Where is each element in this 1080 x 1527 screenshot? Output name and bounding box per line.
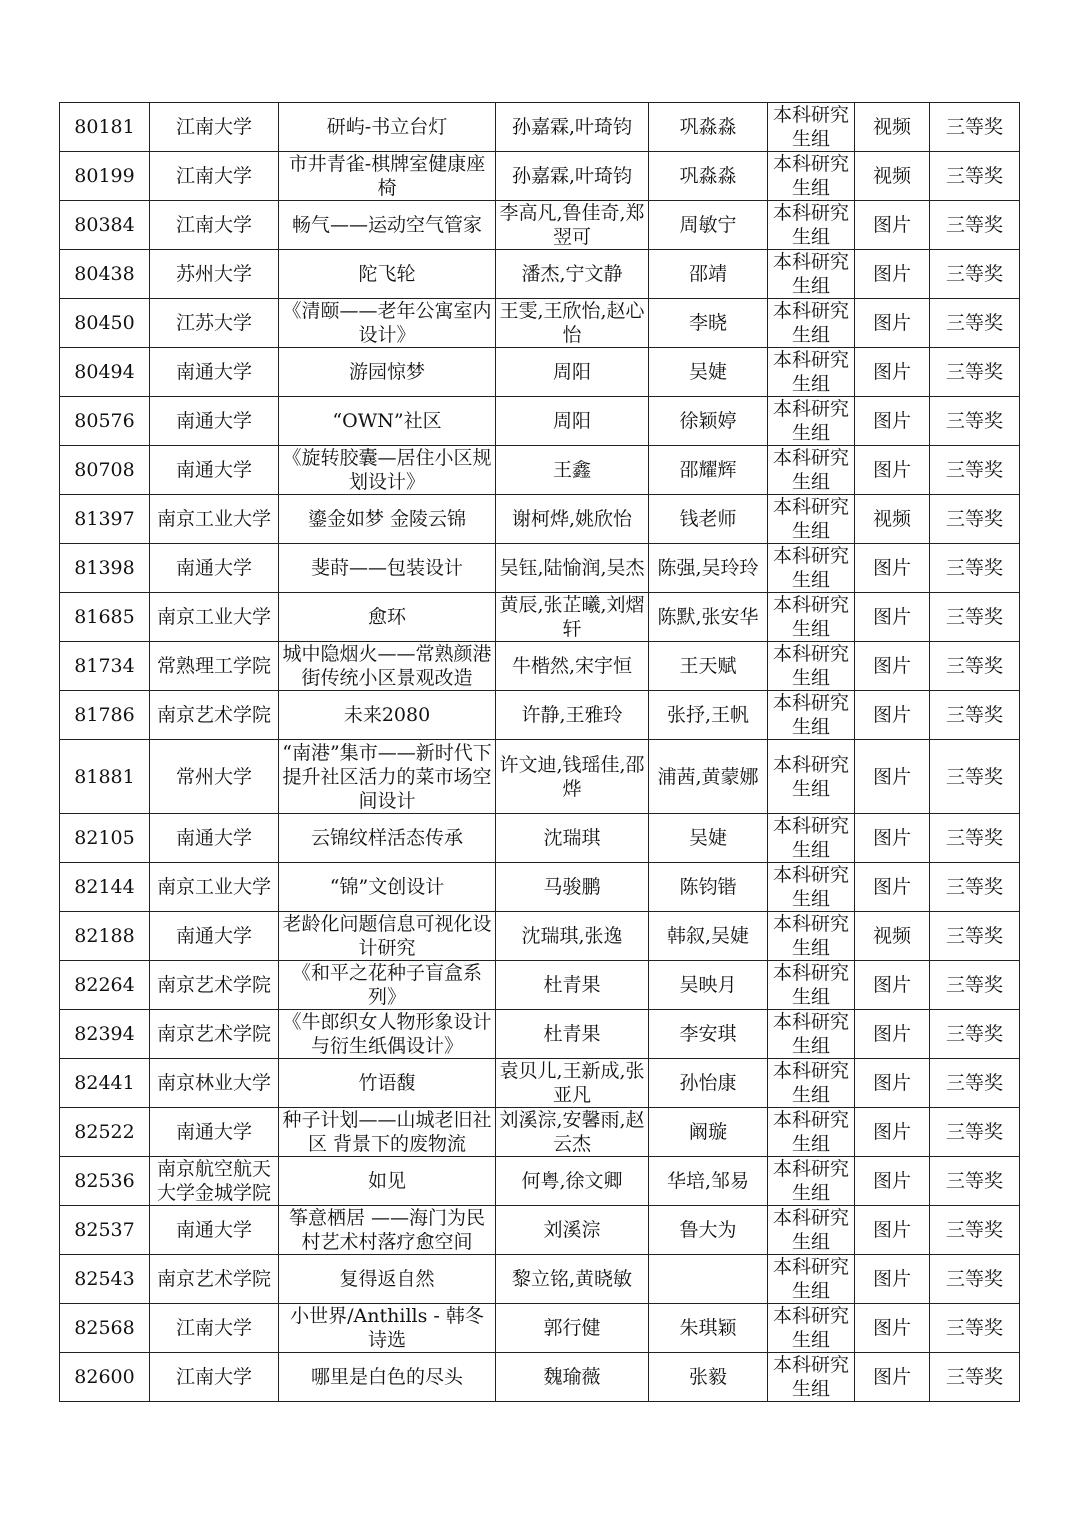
group-cell: 本科研究生组 — [768, 495, 855, 544]
group-cell: 本科研究生组 — [768, 1010, 855, 1059]
group-cell: 本科研究生组 — [768, 961, 855, 1010]
entry-id-cell: 82188 — [60, 912, 150, 961]
entry-id-cell: 82264 — [60, 961, 150, 1010]
advisor-cell: 邵耀辉 — [649, 446, 768, 495]
entry-id-cell: 82522 — [60, 1108, 150, 1157]
entry-id-cell: 80494 — [60, 348, 150, 397]
school-cell: 南通大学 — [150, 397, 279, 446]
award-cell: 三等奖 — [930, 863, 1020, 912]
entry-id-cell: 81397 — [60, 495, 150, 544]
table-row — [60, 1304, 1020, 1353]
entry-id-cell: 82441 — [60, 1059, 150, 1108]
award-cell: 三等奖 — [930, 912, 1020, 961]
table-row — [60, 495, 1020, 544]
work-title-cell: 《牛郎织女人物形象设计与衍生纸偶设计》 — [279, 1010, 496, 1059]
advisor-cell: 张毅 — [649, 1353, 768, 1402]
award-cell: 三等奖 — [930, 250, 1020, 299]
award-cell: 三等奖 — [930, 1108, 1020, 1157]
authors-cell: 王鑫 — [496, 446, 649, 495]
entry-id-cell: 82543 — [60, 1255, 150, 1304]
school-cell: 南通大学 — [150, 348, 279, 397]
authors-cell: 王雯,王欣怡,赵心怡 — [496, 299, 649, 348]
work-type-cell: 视频 — [855, 152, 930, 201]
table-row — [60, 397, 1020, 446]
group-cell: 本科研究生组 — [768, 1304, 855, 1353]
work-title-cell: 种子计划——山城老旧社区 背景下的废物流 — [279, 1108, 496, 1157]
work-title-cell: 哪里是白色的尽头 — [279, 1353, 496, 1402]
work-type-cell: 图片 — [855, 1059, 930, 1108]
group-cell: 本科研究生组 — [768, 397, 855, 446]
authors-cell: 杜青果 — [496, 1010, 649, 1059]
table-row — [60, 593, 1020, 642]
work-title-cell: 愈环 — [279, 593, 496, 642]
work-type-cell: 图片 — [855, 1108, 930, 1157]
table-row — [60, 740, 1020, 814]
group-cell: 本科研究生组 — [768, 1059, 855, 1108]
authors-cell: 刘溪淙,安馨雨,赵云杰 — [496, 1108, 649, 1157]
table-body — [60, 103, 1020, 1402]
table-row — [60, 642, 1020, 691]
advisor-cell: 吴婕 — [649, 814, 768, 863]
work-title-cell: 云锦纹样活态传承 — [279, 814, 496, 863]
entry-id-cell: 82600 — [60, 1353, 150, 1402]
award-cell: 三等奖 — [930, 544, 1020, 593]
group-cell: 本科研究生组 — [768, 544, 855, 593]
advisor-cell: 巩淼淼 — [649, 152, 768, 201]
work-type-cell: 图片 — [855, 814, 930, 863]
school-cell: 南京工业大学 — [150, 593, 279, 642]
advisor-cell: 吴映月 — [649, 961, 768, 1010]
advisor-cell: 朱琪颖 — [649, 1304, 768, 1353]
entry-id-cell: 80438 — [60, 250, 150, 299]
authors-cell: 袁贝儿,王新成,张亚凡 — [496, 1059, 649, 1108]
award-cell: 三等奖 — [930, 1353, 1020, 1402]
group-cell: 本科研究生组 — [768, 642, 855, 691]
table-row — [60, 1157, 1020, 1206]
table-row — [60, 814, 1020, 863]
school-cell: 南通大学 — [150, 1108, 279, 1157]
award-cell: 三等奖 — [930, 152, 1020, 201]
advisor-cell: 徐颖婷 — [649, 397, 768, 446]
authors-cell: 孙嘉霖,叶琦钧 — [496, 152, 649, 201]
entry-id-cell: 80708 — [60, 446, 150, 495]
work-type-cell: 图片 — [855, 250, 930, 299]
award-cell: 三等奖 — [930, 201, 1020, 250]
work-title-cell: 未来2080 — [279, 691, 496, 740]
authors-cell: 周阳 — [496, 397, 649, 446]
school-cell: 江苏大学 — [150, 299, 279, 348]
awards-table — [59, 102, 1020, 1402]
table-row — [60, 103, 1020, 152]
authors-cell: 刘溪淙 — [496, 1206, 649, 1255]
work-title-cell: “OWN”社区 — [279, 397, 496, 446]
entry-id-cell: 82537 — [60, 1206, 150, 1255]
group-cell: 本科研究生组 — [768, 348, 855, 397]
school-cell: 南通大学 — [150, 912, 279, 961]
work-type-cell: 图片 — [855, 446, 930, 495]
table-row — [60, 863, 1020, 912]
group-cell: 本科研究生组 — [768, 1157, 855, 1206]
entry-id-cell: 80384 — [60, 201, 150, 250]
authors-cell: 吴钰,陆愉润,吴杰 — [496, 544, 649, 593]
school-cell: 南京艺术学院 — [150, 1255, 279, 1304]
award-cell: 三等奖 — [930, 691, 1020, 740]
table-row — [60, 1059, 1020, 1108]
school-cell: 南通大学 — [150, 446, 279, 495]
entry-id-cell: 81881 — [60, 740, 150, 814]
authors-cell: 孙嘉霖,叶琦钧 — [496, 103, 649, 152]
group-cell: 本科研究生组 — [768, 299, 855, 348]
work-title-cell: 陀飞轮 — [279, 250, 496, 299]
advisor-cell: 陈钧锴 — [649, 863, 768, 912]
table-row — [60, 299, 1020, 348]
school-cell: 江南大学 — [150, 103, 279, 152]
award-cell: 三等奖 — [930, 299, 1020, 348]
group-cell: 本科研究生组 — [768, 1353, 855, 1402]
work-type-cell: 图片 — [855, 1304, 930, 1353]
award-cell: 三等奖 — [930, 446, 1020, 495]
advisor-cell: 邵靖 — [649, 250, 768, 299]
authors-cell: 黎立铭,黄晓敏 — [496, 1255, 649, 1304]
award-cell: 三等奖 — [930, 814, 1020, 863]
authors-cell: 谢柯烨,姚欣怡 — [496, 495, 649, 544]
table-row — [60, 1010, 1020, 1059]
authors-cell: 潘杰,宁文静 — [496, 250, 649, 299]
work-title-cell: 鎏金如梦 金陵云锦 — [279, 495, 496, 544]
award-cell: 三等奖 — [930, 961, 1020, 1010]
work-type-cell: 图片 — [855, 1010, 930, 1059]
authors-cell: 马骏鹏 — [496, 863, 649, 912]
school-cell: 苏州大学 — [150, 250, 279, 299]
advisor-cell: 王天赋 — [649, 642, 768, 691]
work-type-cell: 图片 — [855, 1255, 930, 1304]
table-row — [60, 348, 1020, 397]
award-cell: 三等奖 — [930, 348, 1020, 397]
advisor-cell: 鲁大为 — [649, 1206, 768, 1255]
authors-cell: 许文迪,钱瑶佳,邵烨 — [496, 740, 649, 814]
table-row — [60, 152, 1020, 201]
group-cell: 本科研究生组 — [768, 1206, 855, 1255]
award-cell: 三等奖 — [930, 642, 1020, 691]
entry-id-cell: 82394 — [60, 1010, 150, 1059]
work-title-cell: 《旋转胶囊—居住小区规划设计》 — [279, 446, 496, 495]
entry-id-cell: 82536 — [60, 1157, 150, 1206]
advisor-cell: 张抒,王帆 — [649, 691, 768, 740]
work-title-cell: 游园惊梦 — [279, 348, 496, 397]
group-cell: 本科研究生组 — [768, 814, 855, 863]
group-cell: 本科研究生组 — [768, 250, 855, 299]
school-cell: 江南大学 — [150, 152, 279, 201]
award-cell: 三等奖 — [930, 1157, 1020, 1206]
school-cell: 南通大学 — [150, 544, 279, 593]
work-title-cell: 小世界/Anthills - 韩冬诗选 — [279, 1304, 496, 1353]
authors-cell: 黄辰,张芷曦,刘熠轩 — [496, 593, 649, 642]
work-title-cell: “锦”文创设计 — [279, 863, 496, 912]
authors-cell: 沈瑞琪 — [496, 814, 649, 863]
table-row — [60, 446, 1020, 495]
award-cell: 三等奖 — [930, 495, 1020, 544]
work-title-cell: 市井青雀-棋牌室健康座椅 — [279, 152, 496, 201]
advisor-cell — [649, 1255, 768, 1304]
entry-id-cell: 82105 — [60, 814, 150, 863]
advisor-cell: 李安琪 — [649, 1010, 768, 1059]
school-cell: 南京艺术学院 — [150, 691, 279, 740]
work-title-cell: 《清颐——老年公寓室内设计》 — [279, 299, 496, 348]
group-cell: 本科研究生组 — [768, 912, 855, 961]
school-cell: 南京工业大学 — [150, 863, 279, 912]
award-cell: 三等奖 — [930, 1304, 1020, 1353]
award-cell: 三等奖 — [930, 1059, 1020, 1108]
school-cell: 常熟理工学院 — [150, 642, 279, 691]
school-cell: 南京工业大学 — [150, 495, 279, 544]
work-type-cell: 图片 — [855, 740, 930, 814]
award-cell: 三等奖 — [930, 397, 1020, 446]
entry-id-cell: 80450 — [60, 299, 150, 348]
entry-id-cell: 81786 — [60, 691, 150, 740]
school-cell: 南京艺术学院 — [150, 961, 279, 1010]
table-row — [60, 250, 1020, 299]
advisor-cell: 巩淼淼 — [649, 103, 768, 152]
group-cell: 本科研究生组 — [768, 446, 855, 495]
award-cell: 三等奖 — [930, 1206, 1020, 1255]
group-cell: 本科研究生组 — [768, 593, 855, 642]
table-row — [60, 691, 1020, 740]
work-type-cell: 图片 — [855, 299, 930, 348]
advisor-cell: 韩叙,吴婕 — [649, 912, 768, 961]
advisor-cell: 阚璇 — [649, 1108, 768, 1157]
authors-cell: 杜青果 — [496, 961, 649, 1010]
school-cell: 南京航空航天大学金城学院 — [150, 1157, 279, 1206]
award-cell: 三等奖 — [930, 103, 1020, 152]
advisor-cell: 周敏宁 — [649, 201, 768, 250]
group-cell: 本科研究生组 — [768, 201, 855, 250]
award-cell: 三等奖 — [930, 1255, 1020, 1304]
table-row — [60, 1108, 1020, 1157]
work-type-cell: 图片 — [855, 1206, 930, 1255]
table-row — [60, 1353, 1020, 1402]
group-cell: 本科研究生组 — [768, 863, 855, 912]
advisor-cell: 华培,邹易 — [649, 1157, 768, 1206]
school-cell: 江南大学 — [150, 201, 279, 250]
work-title-cell: 畅气——运动空气管家 — [279, 201, 496, 250]
work-type-cell: 图片 — [855, 348, 930, 397]
school-cell: 江南大学 — [150, 1353, 279, 1402]
advisor-cell: 吴婕 — [649, 348, 768, 397]
school-cell: 南通大学 — [150, 1206, 279, 1255]
work-type-cell: 图片 — [855, 544, 930, 593]
entry-id-cell: 81685 — [60, 593, 150, 642]
school-cell: 南京艺术学院 — [150, 1010, 279, 1059]
authors-cell: 周阳 — [496, 348, 649, 397]
advisor-cell: 钱老师 — [649, 495, 768, 544]
authors-cell: 牛楷然,宋宇恒 — [496, 642, 649, 691]
group-cell: 本科研究生组 — [768, 1255, 855, 1304]
work-type-cell: 图片 — [855, 863, 930, 912]
group-cell: 本科研究生组 — [768, 152, 855, 201]
entry-id-cell: 80181 — [60, 103, 150, 152]
work-type-cell: 视频 — [855, 103, 930, 152]
group-cell: 本科研究生组 — [768, 691, 855, 740]
entry-id-cell: 82568 — [60, 1304, 150, 1353]
school-cell: 常州大学 — [150, 740, 279, 814]
advisor-cell: 陈默,张安华 — [649, 593, 768, 642]
authors-cell: 许静,王雅玲 — [496, 691, 649, 740]
work-type-cell: 视频 — [855, 495, 930, 544]
work-title-cell: 复得返自然 — [279, 1255, 496, 1304]
work-type-cell: 图片 — [855, 1353, 930, 1402]
entry-id-cell: 81734 — [60, 642, 150, 691]
table-row — [60, 1206, 1020, 1255]
work-title-cell: 如见 — [279, 1157, 496, 1206]
work-type-cell: 图片 — [855, 642, 930, 691]
work-type-cell: 视频 — [855, 912, 930, 961]
work-title-cell: 斐莳——包装设计 — [279, 544, 496, 593]
work-title-cell: 老龄化问题信息可视化设计研究 — [279, 912, 496, 961]
group-cell: 本科研究生组 — [768, 1108, 855, 1157]
work-type-cell: 图片 — [855, 201, 930, 250]
work-type-cell: 图片 — [855, 691, 930, 740]
authors-cell: 李高凡,鲁佳奇,郑翌可 — [496, 201, 649, 250]
group-cell: 本科研究生组 — [768, 740, 855, 814]
award-cell: 三等奖 — [930, 1010, 1020, 1059]
authors-cell: 郭行健 — [496, 1304, 649, 1353]
entry-id-cell: 82144 — [60, 863, 150, 912]
authors-cell: 魏瑜薇 — [496, 1353, 649, 1402]
school-cell: 江南大学 — [150, 1304, 279, 1353]
entry-id-cell: 80199 — [60, 152, 150, 201]
work-title-cell: 《和平之花种子盲盒系列》 — [279, 961, 496, 1010]
table-row — [60, 201, 1020, 250]
table-row — [60, 912, 1020, 961]
entry-id-cell: 80576 — [60, 397, 150, 446]
entry-id-cell: 81398 — [60, 544, 150, 593]
award-cell: 三等奖 — [930, 593, 1020, 642]
work-title-cell: “南港”集市——新时代下提升社区活力的菜市场空间设计 — [279, 740, 496, 814]
work-title-cell: 城中隐烟火——常熟颜港街传统小区景观改造 — [279, 642, 496, 691]
authors-cell: 何粤,徐文卿 — [496, 1157, 649, 1206]
advisor-cell: 陈强,吴玲玲 — [649, 544, 768, 593]
group-cell: 本科研究生组 — [768, 103, 855, 152]
advisor-cell: 孙怡康 — [649, 1059, 768, 1108]
work-type-cell: 图片 — [855, 593, 930, 642]
school-cell: 南通大学 — [150, 814, 279, 863]
advisor-cell: 浦茜,黄蒙娜 — [649, 740, 768, 814]
work-type-cell: 图片 — [855, 961, 930, 1010]
work-type-cell: 图片 — [855, 1157, 930, 1206]
award-cell: 三等奖 — [930, 740, 1020, 814]
table-row — [60, 1255, 1020, 1304]
work-title-cell: 研屿-书立台灯 — [279, 103, 496, 152]
work-type-cell: 图片 — [855, 397, 930, 446]
school-cell: 南京林业大学 — [150, 1059, 279, 1108]
work-title-cell: 竹语馥 — [279, 1059, 496, 1108]
work-title-cell: 筝意栖居 ——海门为民村艺术村落疗愈空间 — [279, 1206, 496, 1255]
authors-cell: 沈瑞琪,张逸 — [496, 912, 649, 961]
advisor-cell: 李晓 — [649, 299, 768, 348]
table-row — [60, 961, 1020, 1010]
table-row — [60, 544, 1020, 593]
